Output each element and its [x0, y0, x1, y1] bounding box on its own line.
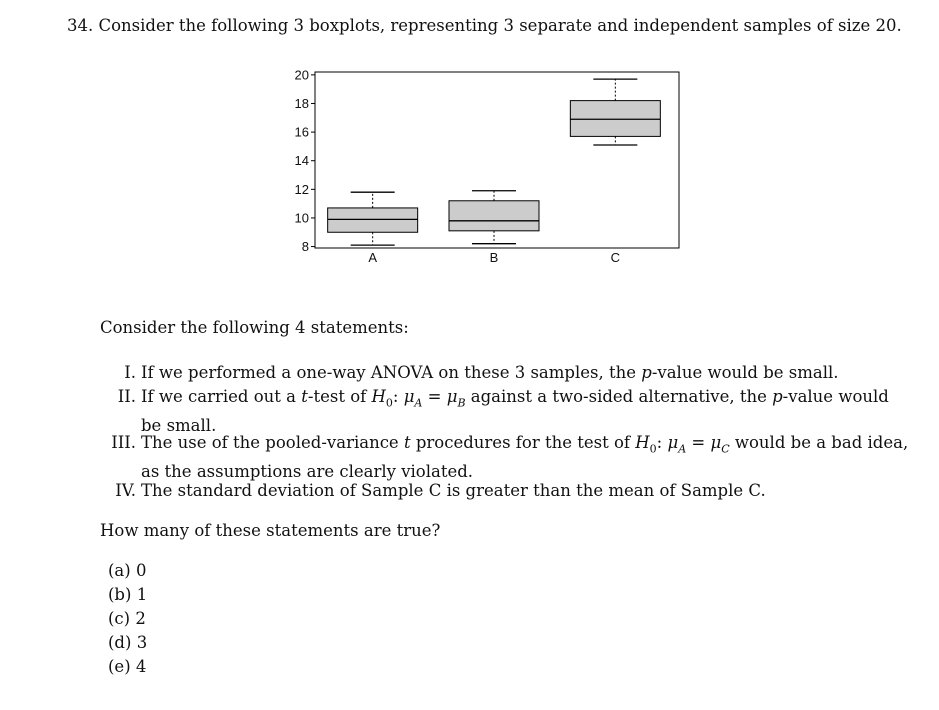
statement-line: If we carried out a t-test of $H_0$: $\mu_A = \mu_B$ against a two-sided alternative, the p-value would [141, 387, 889, 410]
option-label: (c) [108, 609, 131, 628]
boxplot-chart [270, 62, 690, 272]
y-tick-label: 20 [294, 67, 309, 83]
option-label: (b) [108, 585, 132, 604]
option-value: 0 [135, 561, 147, 580]
option-b[interactable] [108, 585, 147, 604]
y-tick-label: 12 [294, 181, 309, 197]
option-e[interactable] [108, 657, 146, 676]
option-value: 3 [136, 633, 148, 652]
option-a[interactable] [108, 561, 146, 580]
option-value: 2 [135, 609, 146, 628]
option-d[interactable] [108, 633, 147, 652]
y-tick-label: 10 [294, 210, 309, 226]
statement-line: If we performed a one-way ANOVA on these 3 samples, the p-value would be small. [141, 363, 839, 382]
y-tick-label: 16 [294, 124, 309, 140]
y-tick-label: 18 [294, 95, 309, 111]
statement-line: be small. [141, 416, 217, 436]
statement-text [141, 385, 889, 437]
statement-text [141, 479, 871, 502]
y-tick-label: 14 [294, 153, 309, 169]
x-category-label: A [368, 250, 378, 265]
option-label: (d) [108, 633, 132, 652]
statement-line: The standard deviation of Sample C is greater than the mean of Sample C. [141, 481, 766, 500]
statement-text [141, 361, 871, 384]
statement-number: I. [124, 363, 136, 382]
option-c[interactable] [108, 609, 146, 628]
box-b [449, 201, 539, 231]
x-category-label: C [610, 250, 621, 265]
box-a [328, 208, 418, 232]
statements-intro: Consider the following 4 statements: [100, 318, 409, 337]
box-c [570, 101, 660, 137]
statement-line: as the assumptions are clearly violated. [141, 462, 474, 482]
option-label: (e) [108, 657, 131, 676]
statement-text [141, 431, 909, 483]
statement-line: The use of the pooled-variance t procedures for the test of $H_0$: $\mu_A = \mu_C$ would be a bad idea, [141, 433, 909, 456]
y-tick-label: 8 [301, 239, 309, 255]
option-label: (a) [108, 561, 131, 580]
option-value: 1 [136, 585, 148, 604]
x-category-label: B [489, 250, 499, 265]
statement-number: IV. [115, 481, 136, 500]
option-value: 4 [135, 657, 147, 676]
question-prompt: How many of these statements are true? [100, 521, 441, 540]
question-title: 34. Consider the following 3 boxplots, representing 3 separate and independent samples of size 20. [67, 16, 902, 35]
statement-number: II. [117, 387, 136, 406]
statement-number: III. [111, 433, 136, 452]
